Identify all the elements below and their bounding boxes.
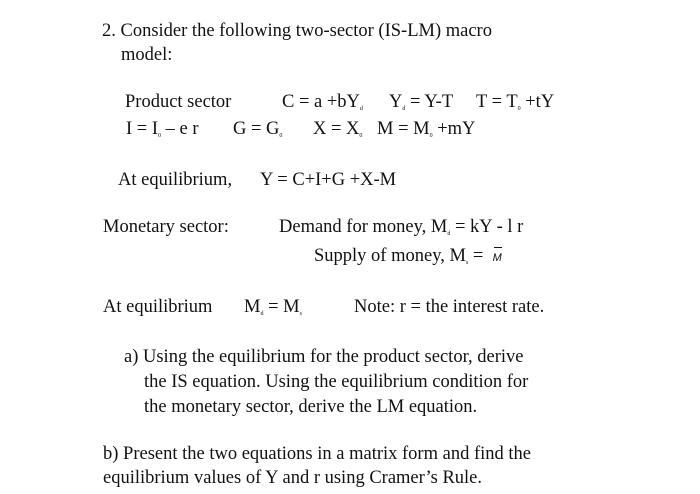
money-demand-row (0, 216, 700, 238)
money-equilibrium-equation: $M_d = M_s$ (244, 297, 302, 317)
money-equilibrium-label: At equilibrium (103, 297, 213, 317)
question-number: 2. (102, 21, 116, 41)
government-equation: $G = G_0$ (233, 119, 283, 139)
money-supply-symbol: M (493, 247, 502, 269)
goods-equilibrium-row (0, 169, 700, 191)
product-sector-row1 (0, 91, 700, 113)
goods-equilibrium-label: At equilibrium, (118, 170, 233, 190)
money-equilibrium-row (0, 296, 700, 318)
question-intro-text: Consider the following two-sector (IS-LM) macro (120, 21, 492, 41)
part-a-line1: a) Using the equilibrium for the product sector, derive (124, 347, 524, 367)
disposable-income-equation: $Y_d = Y-T$ (389, 92, 454, 112)
part-b-line2: equilibrium values of Y and r using Cramer’s Rule. (103, 468, 483, 488)
question-intro-line2: model: (121, 45, 173, 65)
money-supply-equation: Supply of money, $M_s = M$ (314, 245, 502, 269)
money-supply-row (0, 245, 700, 267)
part-b-line1: b) Present the two equations in a matrix form and find the (103, 444, 531, 464)
question-intro-line1 (102, 20, 492, 42)
tax-equation: $T = T_0 +tY$ (476, 92, 555, 112)
part-a-line3: the monetary sector, derive the LM equation. (144, 397, 478, 417)
interest-rate-note: Note: r = the interest rate. (354, 297, 545, 317)
money-demand-equation: Demand for money, $M_d$ = kY - l r (279, 217, 524, 237)
exports-equation: $X = X_0$ (313, 119, 363, 139)
consumption-equation: $C = a +bY_d$ (282, 92, 363, 112)
product-sector-row2 (0, 118, 700, 140)
investment-equation: $I = I_0 - e$ r (126, 119, 199, 139)
goods-equilibrium-equation: Y = C+I+G +X-M (260, 170, 397, 190)
part-a-line2: the IS equation. Using the equilibrium condition for (144, 372, 529, 392)
product-sector-label: Product sector (125, 92, 232, 112)
imports-equation: $M = M_0 +mY$ (377, 119, 476, 139)
monetary-sector-label: Monetary sector: (103, 217, 229, 237)
